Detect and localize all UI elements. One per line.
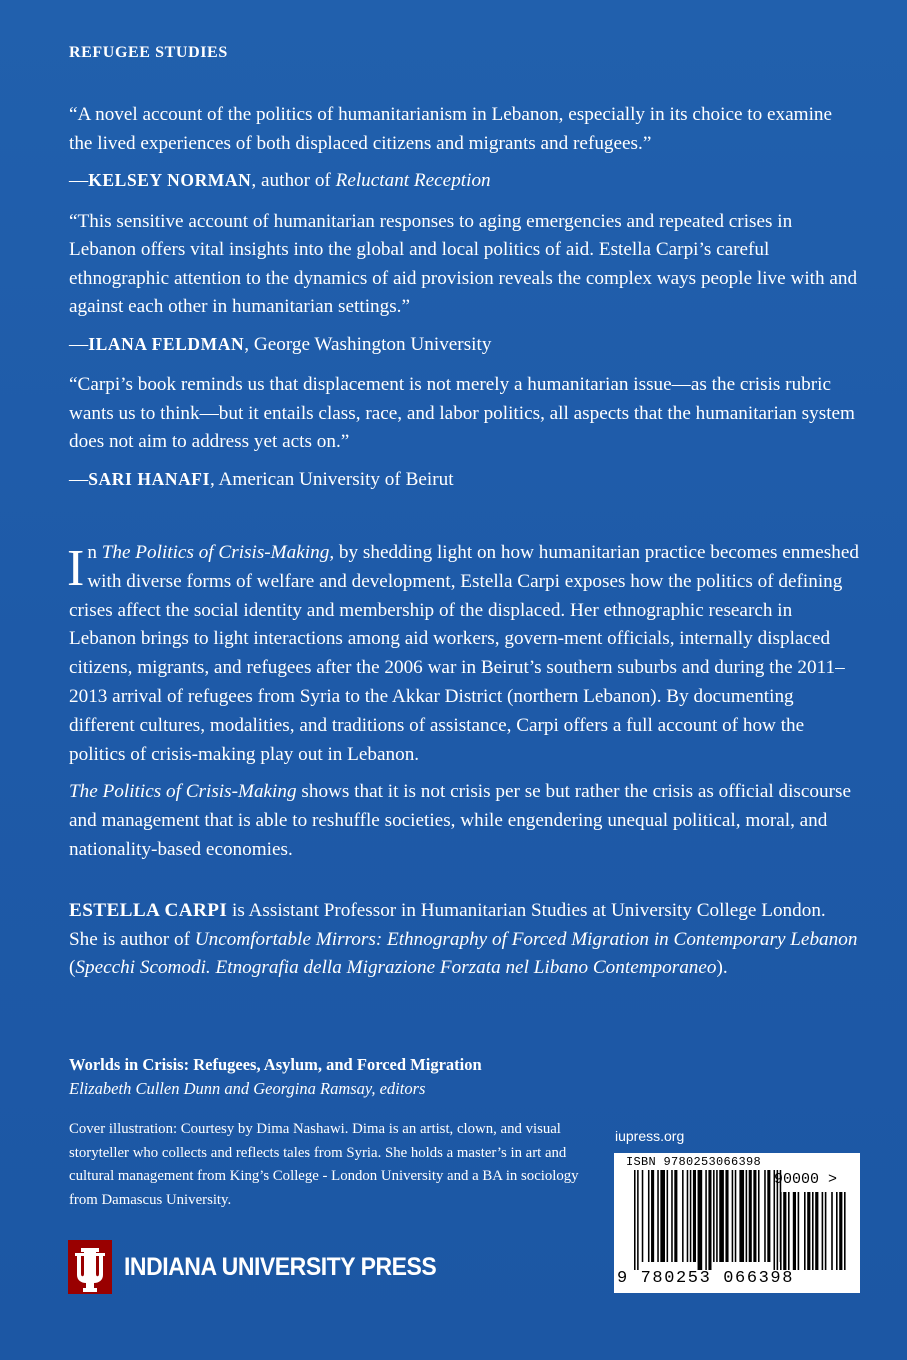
bio-text: is Assistant Professor in Humanitarian Studies at University College London. She is author of <box>69 900 826 950</box>
iu-trident-icon <box>68 1240 112 1294</box>
paren-open: ( <box>69 957 76 978</box>
description-text: , by shedding light on how humanitarian practice becomes enmeshed with diverse forms of welfare and development, Estella Carpi exposes how the politics of defining crises affect the social identity and membership of the displaced. Her ethnographic research in Lebanon brings to light interactions among aid workers, govern-ment officials, internally displaced citizens, migrants, and refugees after the 2006 war in Beirut’s southern suburbs and during the 2011–2013 arrival of refugees from Syria to the Akkar District (northern Lebanon). By documenting different cultures, modalities, and traditions of assistance, Carpi offers a full account of how the politics of crisis-making play out in Lebanon. <box>69 542 859 765</box>
paren-close: ). <box>716 957 728 978</box>
endorser-affiliation: , American University of Beirut <box>210 468 454 490</box>
publisher-logo <box>68 1240 437 1294</box>
endorser-affiliation-prefix: , author of <box>251 170 336 191</box>
endorser-name: SARI HANAFI <box>88 468 211 489</box>
dash: — <box>69 333 89 355</box>
author-book-title: Uncomfortable Mirrors: Ethnography of Forced Migration in Contemporary Lebanon <box>194 928 858 950</box>
blurb-attribution-2 <box>69 330 859 360</box>
publisher-name: INDIANA UNIVERSITY PRESS <box>124 1253 437 1281</box>
blurb-quote-3: “Carpi’s book reminds us that displacement is not merely a humanitarian issue—as the crisis rubric wants us to think—but it entails class, race, and labor politics, all aspects that the humanitarian system does not aim to address yet acts on.” <box>69 374 855 452</box>
book-description <box>69 539 859 874</box>
book-title-inline: The Politics of Crisis-Making <box>69 781 297 803</box>
author-name: ESTELLA CARPI <box>69 900 228 921</box>
blurb-attribution-1 <box>69 166 859 196</box>
barcode-box <box>614 1153 860 1293</box>
isbn-label: ISBN 9780253066398 <box>626 1155 762 1169</box>
description-paragraph-1 <box>69 539 859 769</box>
blurb-attribution-3 <box>69 465 859 495</box>
price-code: 90000 > <box>774 1171 838 1188</box>
series-info <box>69 1053 482 1101</box>
category-label: REFUGEE STUDIES <box>69 44 228 61</box>
endorser-name: KELSEY NORMAN <box>88 170 252 190</box>
series-editors: Elizabeth Cullen Dunn and Georgina Ramsay, editors <box>69 1079 426 1098</box>
book-title-inline: The Politics of Crisis-Making <box>101 542 330 563</box>
endorser-affiliation: , George Washington University <box>244 333 492 355</box>
dash: — <box>69 468 89 490</box>
drop-cap: I <box>67 540 85 597</box>
press-website: iupress.org <box>615 1128 685 1144</box>
endorser-name: ILANA FELDMAN <box>88 333 245 354</box>
description-text: shows that it is not crisis per se but rather the crisis as official discourse and management that is able to reshuffle societies, while engendering unequal political, moral, and nationality-based economies. <box>69 781 851 860</box>
endorser-book-title: Reluctant Reception <box>335 170 491 191</box>
cover-credit: Cover illustration: Courtesy by Dima Nashawi. Dima is an artist, clown, and visual storyteller who collects and reflects tales from Syria. She holds a master’s in art and cultural management from King’s College - London University and a BA in sociology from Damascus University. <box>69 1121 579 1208</box>
author-book-title-italian: Specchi Scomodi. Etnografia della Migrazione Forzata nel Libano Contemporaneo <box>75 957 717 978</box>
description-paragraph-2 <box>69 778 859 864</box>
endorsements <box>69 101 859 506</box>
author-bio <box>69 897 859 983</box>
description-lead: n <box>87 542 102 563</box>
barcode-digits: 9 780253 066398 <box>617 1269 795 1288</box>
series-title: Worlds in Crisis: Refugees, Asylum, and Forced Migration <box>69 1055 482 1074</box>
blurb-quote-2: “This sensitive account of humanitarian responses to aging emergencies and repeated crises in Lebanon offers vital insights into the global and local politics of aid. Estella Carpi’s careful ethnographic attention to the dynamics of aid provision reveals the complex ways people live with and against each other in humanitarian settings.” <box>69 210 858 317</box>
dash: — <box>69 170 89 191</box>
blurb-quote-1: “A novel account of the politics of humanitarianism in Lebanon, especially in its choice to examine the lived experiences of both displaced citizens and migrants and refugees.” <box>69 104 833 154</box>
